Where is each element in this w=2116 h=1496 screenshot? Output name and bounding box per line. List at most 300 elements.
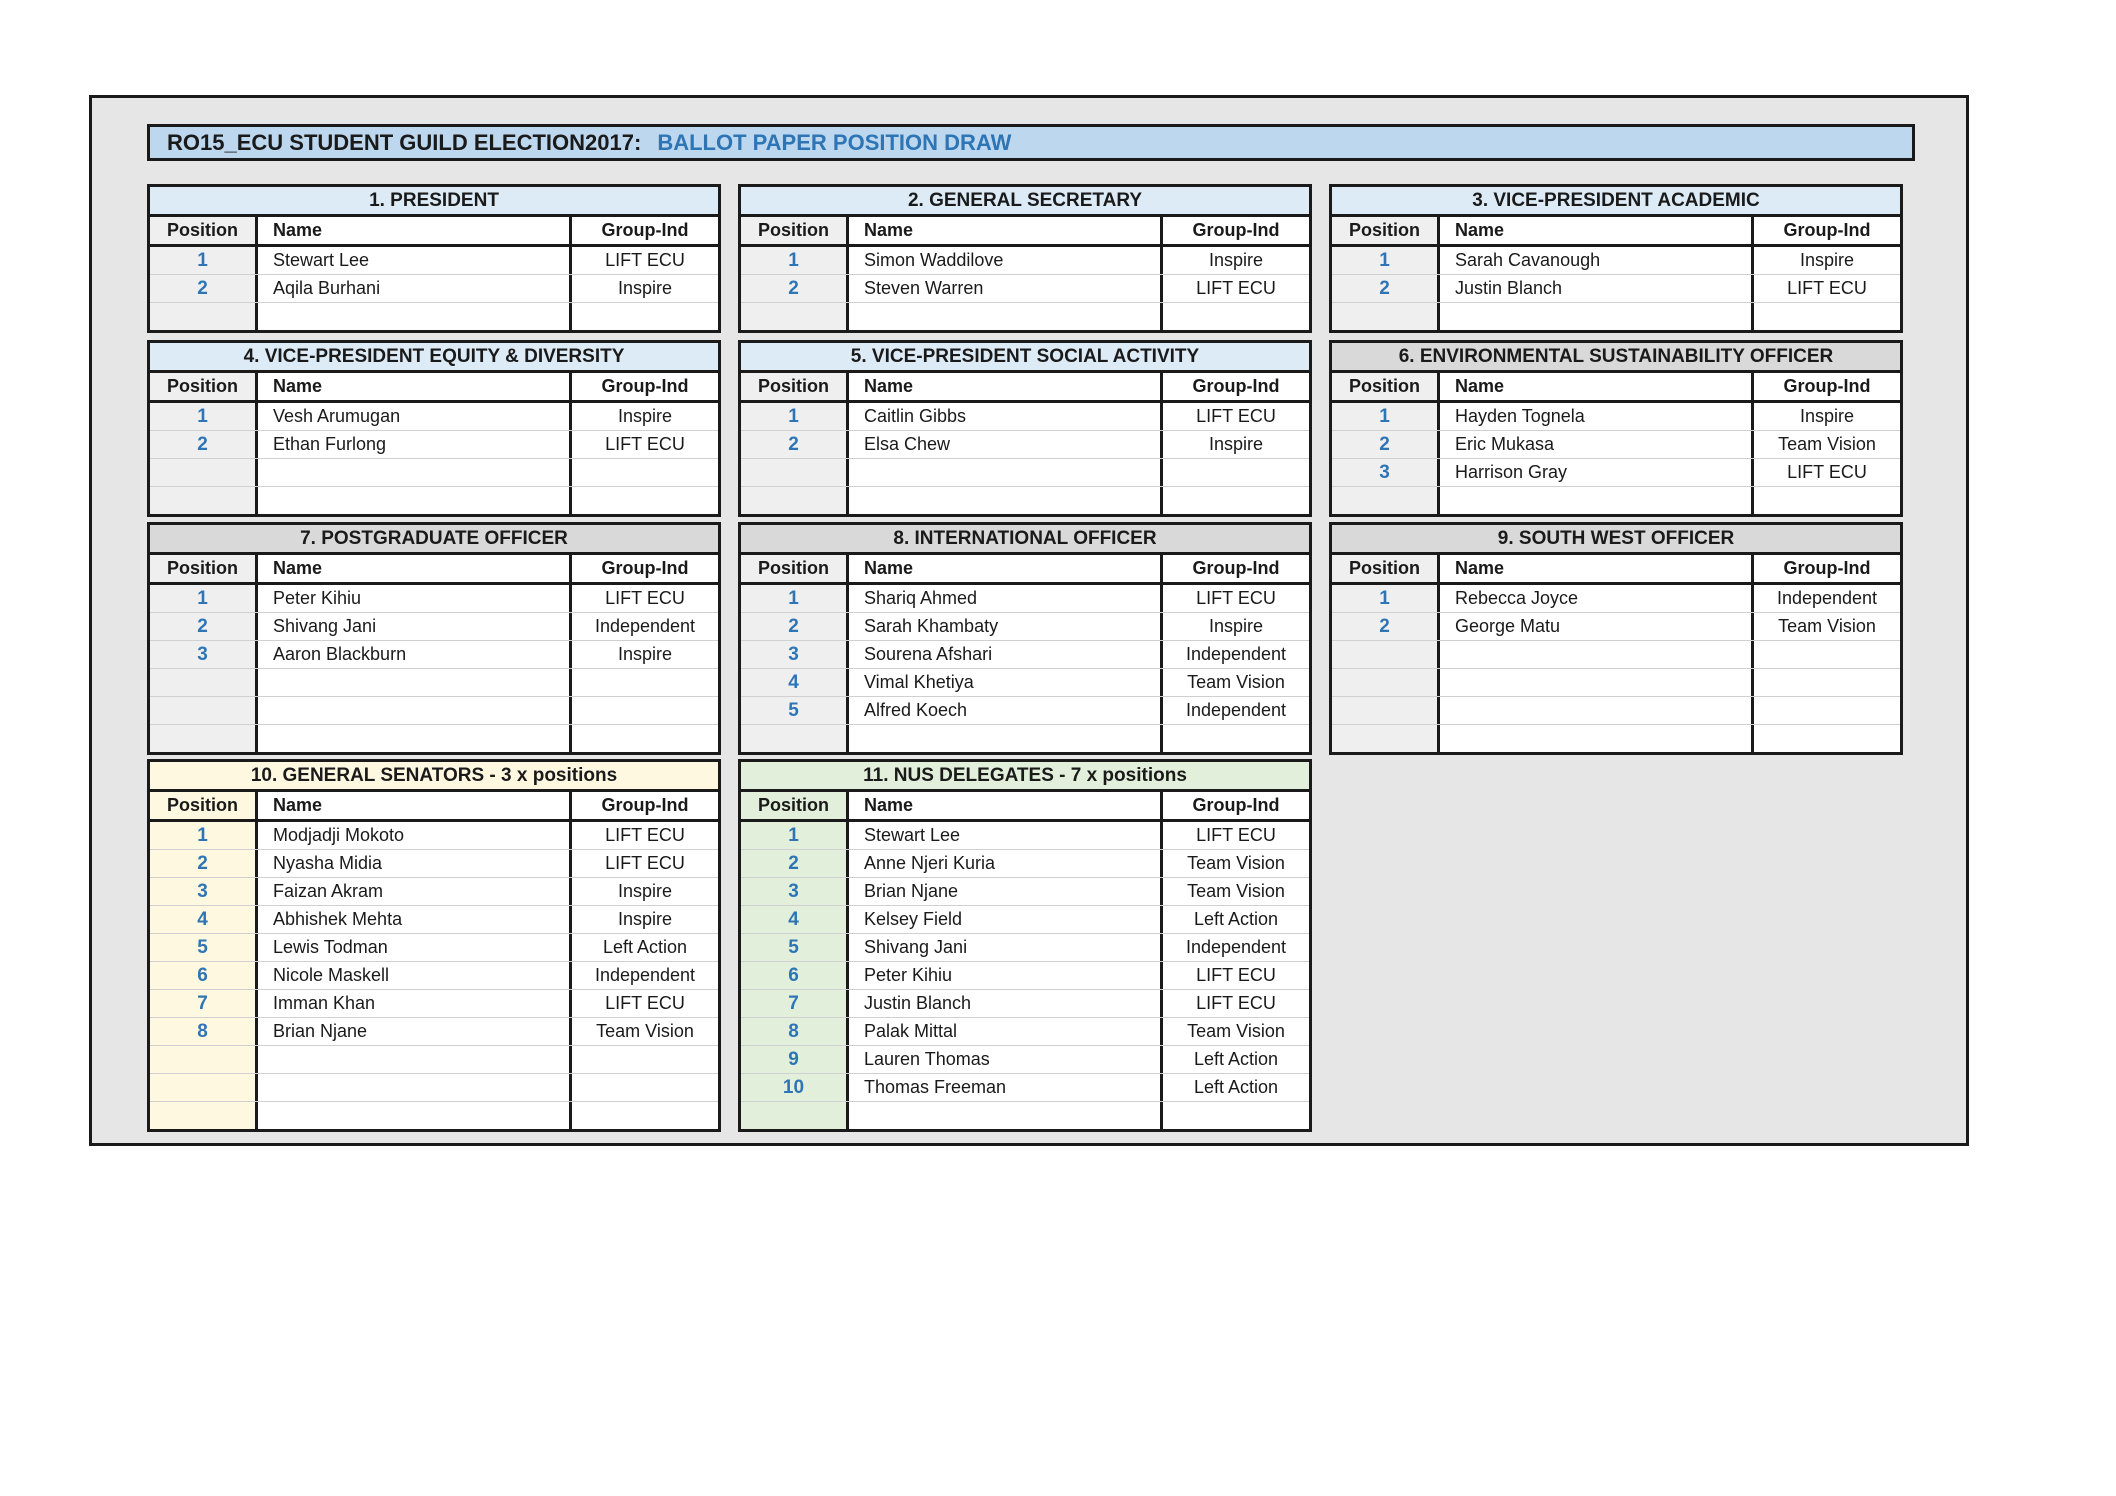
name-column-header: Name xyxy=(258,217,572,244)
name-column-header: Name xyxy=(258,373,572,400)
position-number: 2 xyxy=(1332,613,1440,640)
group-column-header: Group-Ind xyxy=(1163,373,1309,400)
candidate-name: Harrison Gray xyxy=(1440,459,1754,486)
candidate-group xyxy=(572,459,718,486)
position-number xyxy=(150,1102,258,1129)
candidate-name xyxy=(258,1102,572,1129)
candidate-row xyxy=(1332,275,1900,303)
candidate-group xyxy=(1163,1102,1309,1129)
candidate-name xyxy=(258,669,572,696)
candidate-row xyxy=(150,906,718,934)
candidate-group: Left Action xyxy=(1193,1049,1279,1069)
group-column-header: Group-Ind xyxy=(1163,555,1309,582)
column-header-row xyxy=(741,792,1309,822)
candidate-name: Palak Mittal xyxy=(849,1018,1163,1045)
candidate-name: Peter Kihiu xyxy=(849,962,1163,989)
empty-row xyxy=(1332,669,1900,697)
position-number: 1 xyxy=(741,403,849,430)
candidate-name: Eric Mukasa xyxy=(1440,431,1754,458)
group-column-header: Group-Ind xyxy=(1754,555,1900,582)
candidate-name xyxy=(1440,303,1754,330)
candidate-name: Ethan Furlong xyxy=(258,431,572,458)
candidate-group: Independent xyxy=(1776,588,1878,608)
candidate-group: LIFT ECU xyxy=(605,250,685,270)
position-number: 6 xyxy=(741,962,849,989)
position-number: 2 xyxy=(150,275,258,302)
candidate-name: Abhishek Mehta xyxy=(258,906,572,933)
candidate-group: Team Vision xyxy=(1778,434,1876,454)
position-number: 7 xyxy=(150,990,258,1017)
position-number xyxy=(741,1102,849,1129)
candidate-group: Independent xyxy=(1185,700,1287,720)
candidate-group: Inspire xyxy=(617,909,673,929)
candidate-group xyxy=(1163,725,1309,752)
candidate-row xyxy=(741,1074,1309,1102)
candidate-row xyxy=(741,275,1309,303)
position-number: 6 xyxy=(150,962,258,989)
empty-row xyxy=(741,1102,1309,1129)
candidate-name xyxy=(1440,669,1754,696)
candidate-group: LIFT ECU xyxy=(605,588,685,608)
empty-row xyxy=(150,697,718,725)
candidate-row xyxy=(741,247,1309,275)
candidate-row xyxy=(741,669,1309,697)
office-table-general-senators-3-x-positions xyxy=(147,759,721,1132)
candidate-group xyxy=(1754,725,1900,752)
position-number: 3 xyxy=(150,878,258,905)
title-ballot-draw: BALLOT PAPER POSITION DRAW xyxy=(657,129,1012,155)
candidate-group: LIFT ECU xyxy=(605,434,685,454)
candidate-name xyxy=(1440,487,1754,514)
empty-row xyxy=(150,725,718,752)
office-table-general-secretary xyxy=(738,184,1312,333)
empty-row xyxy=(150,669,718,697)
column-header-row xyxy=(150,217,718,247)
name-column-header: Name xyxy=(1440,373,1754,400)
empty-row xyxy=(741,459,1309,487)
position-number: 2 xyxy=(741,431,849,458)
empty-row xyxy=(1332,303,1900,330)
position-column-header: Position xyxy=(150,792,258,819)
position-number xyxy=(741,303,849,330)
candidate-name xyxy=(849,1102,1163,1129)
position-number xyxy=(150,459,258,486)
position-column-header: Position xyxy=(741,217,849,244)
office-table-vice-president-academic xyxy=(1329,184,1903,333)
position-number xyxy=(150,1046,258,1073)
office-table-environmental-sustainability-officer xyxy=(1329,340,1903,517)
candidate-group xyxy=(1163,303,1309,330)
candidate-group: Left Action xyxy=(602,937,688,957)
position-number xyxy=(150,725,258,752)
candidate-row xyxy=(150,1018,718,1046)
candidate-group: Inspire xyxy=(1208,616,1264,636)
candidate-group xyxy=(1754,303,1900,330)
column-header-row xyxy=(150,555,718,585)
candidate-name xyxy=(258,1046,572,1073)
candidate-group: Team Vision xyxy=(1187,881,1285,901)
candidate-group: LIFT ECU xyxy=(1196,993,1276,1013)
candidate-row xyxy=(1332,459,1900,487)
candidate-group xyxy=(1754,641,1900,668)
candidate-row xyxy=(150,962,718,990)
candidate-group: LIFT ECU xyxy=(605,825,685,845)
column-header-row xyxy=(150,373,718,403)
candidate-name: Modjadji Mokoto xyxy=(258,822,572,849)
position-number xyxy=(1332,725,1440,752)
position-column-header: Position xyxy=(741,555,849,582)
candidate-group: Inspire xyxy=(617,406,673,426)
name-column-header: Name xyxy=(258,792,572,819)
position-number: 4 xyxy=(741,906,849,933)
candidate-name: Shariq Ahmed xyxy=(849,585,1163,612)
candidate-name: Peter Kihiu xyxy=(258,585,572,612)
candidate-row xyxy=(1332,403,1900,431)
office-title: 7. POSTGRADUATE OFFICER xyxy=(150,525,718,555)
candidate-name: Brian Njane xyxy=(849,878,1163,905)
candidate-group: Left Action xyxy=(1193,1077,1279,1097)
candidate-group: Independent xyxy=(594,965,696,985)
position-number xyxy=(741,725,849,752)
office-table-vice-president-equity-diversity xyxy=(147,340,721,517)
candidate-row xyxy=(741,613,1309,641)
office-title: 10. GENERAL SENATORS - 3 x positions xyxy=(150,762,718,792)
candidate-group: Inspire xyxy=(617,881,673,901)
candidate-group: Inspire xyxy=(1208,250,1264,270)
position-number: 1 xyxy=(150,822,258,849)
office-table-international-officer xyxy=(738,522,1312,755)
position-number: 8 xyxy=(741,1018,849,1045)
name-column-header: Name xyxy=(849,373,1163,400)
position-number: 2 xyxy=(150,850,258,877)
position-number: 2 xyxy=(741,275,849,302)
candidate-row xyxy=(150,878,718,906)
candidate-name xyxy=(258,303,572,330)
candidate-group xyxy=(572,697,718,724)
candidate-row xyxy=(741,906,1309,934)
candidate-group: Independent xyxy=(1185,937,1287,957)
candidate-row xyxy=(741,585,1309,613)
candidate-name: Nyasha Midia xyxy=(258,850,572,877)
position-number: 1 xyxy=(150,403,258,430)
candidate-group: LIFT ECU xyxy=(1787,278,1867,298)
name-column-header: Name xyxy=(1440,217,1754,244)
candidate-name: Shivang Jani xyxy=(849,934,1163,961)
group-column-header: Group-Ind xyxy=(1163,792,1309,819)
candidate-row xyxy=(150,934,718,962)
position-number xyxy=(1332,487,1440,514)
candidate-row xyxy=(741,878,1309,906)
candidate-name xyxy=(849,487,1163,514)
candidate-row xyxy=(741,990,1309,1018)
candidate-name: Aaron Blackburn xyxy=(258,641,572,668)
position-number: 1 xyxy=(741,822,849,849)
position-column-header: Position xyxy=(1332,555,1440,582)
office-title: 8. INTERNATIONAL OFFICER xyxy=(741,525,1309,555)
candidate-name: Faizan Akram xyxy=(258,878,572,905)
empty-row xyxy=(741,725,1309,752)
candidate-row xyxy=(150,247,718,275)
column-header-row xyxy=(741,555,1309,585)
candidate-row xyxy=(741,1046,1309,1074)
group-column-header: Group-Ind xyxy=(572,792,718,819)
position-column-header: Position xyxy=(741,792,849,819)
candidate-name xyxy=(1440,697,1754,724)
candidate-group xyxy=(1754,669,1900,696)
name-column-header: Name xyxy=(849,792,1163,819)
position-number: 2 xyxy=(1332,431,1440,458)
candidate-group: Team Vision xyxy=(1778,616,1876,636)
candidate-name xyxy=(258,725,572,752)
candidate-group: Inspire xyxy=(1208,434,1264,454)
position-number: 2 xyxy=(741,850,849,877)
position-number xyxy=(150,1074,258,1101)
column-header-row xyxy=(150,792,718,822)
position-number xyxy=(741,487,849,514)
office-title: 1. PRESIDENT xyxy=(150,187,718,217)
position-number: 5 xyxy=(741,934,849,961)
position-number: 3 xyxy=(150,641,258,668)
candidate-group: Inspire xyxy=(617,644,673,664)
candidate-name: Kelsey Field xyxy=(849,906,1163,933)
position-number xyxy=(150,697,258,724)
candidate-name: Caitlin Gibbs xyxy=(849,403,1163,430)
candidate-name: Imman Khan xyxy=(258,990,572,1017)
name-column-header: Name xyxy=(849,217,1163,244)
candidate-name: Vesh Arumugan xyxy=(258,403,572,430)
empty-row xyxy=(150,1046,718,1074)
candidate-group xyxy=(1754,487,1900,514)
position-number: 1 xyxy=(1332,403,1440,430)
candidate-name: Hayden Tognela xyxy=(1440,403,1754,430)
candidate-row xyxy=(741,697,1309,725)
position-number: 2 xyxy=(1332,275,1440,302)
office-table-postgraduate-officer xyxy=(147,522,721,755)
group-column-header: Group-Ind xyxy=(572,373,718,400)
candidate-name xyxy=(849,459,1163,486)
position-number: 3 xyxy=(1332,459,1440,486)
empty-row xyxy=(1332,641,1900,669)
position-number: 1 xyxy=(1332,247,1440,274)
office-title: 4. VICE-PRESIDENT EQUITY & DIVERSITY xyxy=(150,343,718,373)
position-number: 4 xyxy=(150,906,258,933)
position-column-header: Position xyxy=(741,373,849,400)
candidate-name xyxy=(849,303,1163,330)
candidate-group xyxy=(1754,697,1900,724)
candidate-group xyxy=(572,1074,718,1101)
empty-row xyxy=(150,1074,718,1102)
candidate-group: Inspire xyxy=(1799,250,1855,270)
position-number: 4 xyxy=(741,669,849,696)
candidate-row xyxy=(1332,613,1900,641)
office-title: 6. ENVIRONMENTAL SUSTAINABILITY OFFICER xyxy=(1332,343,1900,373)
candidate-name: Sarah Khambaty xyxy=(849,613,1163,640)
candidate-group: Team Vision xyxy=(596,1021,694,1041)
position-column-header: Position xyxy=(150,555,258,582)
column-header-row xyxy=(1332,373,1900,403)
candidate-row xyxy=(741,403,1309,431)
group-column-header: Group-Ind xyxy=(1163,217,1309,244)
position-number: 7 xyxy=(741,990,849,1017)
empty-row xyxy=(741,487,1309,514)
candidate-name: Stewart Lee xyxy=(849,822,1163,849)
office-table-south-west-officer xyxy=(1329,522,1903,755)
title-election: RO15_ECU STUDENT GUILD ELECTION2017: xyxy=(167,129,642,155)
candidate-row xyxy=(150,990,718,1018)
candidate-row xyxy=(150,585,718,613)
position-number: 1 xyxy=(1332,585,1440,612)
candidate-name: Stewart Lee xyxy=(258,247,572,274)
empty-row xyxy=(1332,487,1900,514)
candidate-group: LIFT ECU xyxy=(1196,825,1276,845)
candidate-group xyxy=(572,1046,718,1073)
position-number: 10 xyxy=(741,1074,849,1101)
candidate-name xyxy=(258,487,572,514)
candidate-name: Thomas Freeman xyxy=(849,1074,1163,1101)
name-column-header: Name xyxy=(849,555,1163,582)
candidate-name: Alfred Koech xyxy=(849,697,1163,724)
position-number xyxy=(150,303,258,330)
candidate-name: Justin Blanch xyxy=(1440,275,1754,302)
candidate-group: Team Vision xyxy=(1187,672,1285,692)
candidate-group: Team Vision xyxy=(1187,1021,1285,1041)
position-column-header: Position xyxy=(1332,373,1440,400)
candidate-name xyxy=(849,725,1163,752)
empty-row xyxy=(150,303,718,330)
candidate-row xyxy=(150,275,718,303)
position-number: 1 xyxy=(741,247,849,274)
candidate-group: Independent xyxy=(594,616,696,636)
office-title: 11. NUS DELEGATES - 7 x positions xyxy=(741,762,1309,792)
candidate-group: Independent xyxy=(1185,644,1287,664)
candidate-row xyxy=(150,613,718,641)
group-column-header: Group-Ind xyxy=(1754,217,1900,244)
column-header-row xyxy=(741,217,1309,247)
position-column-header: Position xyxy=(150,217,258,244)
office-title: 2. GENERAL SECRETARY xyxy=(741,187,1309,217)
candidate-row xyxy=(741,431,1309,459)
candidate-group xyxy=(572,303,718,330)
name-column-header: Name xyxy=(1440,555,1754,582)
candidate-name: Lewis Todman xyxy=(258,934,572,961)
candidate-row xyxy=(1332,431,1900,459)
candidate-group: LIFT ECU xyxy=(1196,406,1276,426)
candidate-name: Sourena Afshari xyxy=(849,641,1163,668)
candidate-row xyxy=(1332,247,1900,275)
candidate-name: Justin Blanch xyxy=(849,990,1163,1017)
position-number xyxy=(150,487,258,514)
position-number xyxy=(1332,669,1440,696)
office-title: 5. VICE-PRESIDENT SOCIAL ACTIVITY xyxy=(741,343,1309,373)
candidate-row xyxy=(150,822,718,850)
candidate-name: Aqila Burhani xyxy=(258,275,572,302)
candidate-row xyxy=(150,641,718,669)
position-number xyxy=(150,669,258,696)
empty-row xyxy=(1332,697,1900,725)
candidate-group: LIFT ECU xyxy=(605,993,685,1013)
group-column-header: Group-Ind xyxy=(572,555,718,582)
column-header-row xyxy=(1332,555,1900,585)
candidate-name xyxy=(258,697,572,724)
empty-row xyxy=(150,487,718,514)
position-number: 1 xyxy=(150,247,258,274)
candidate-row xyxy=(1332,585,1900,613)
position-number: 2 xyxy=(150,613,258,640)
candidate-group: Team Vision xyxy=(1187,853,1285,873)
candidate-name: Sarah Cavanough xyxy=(1440,247,1754,274)
office-table-nus-delegates-7-x-positions xyxy=(738,759,1312,1132)
candidate-group: LIFT ECU xyxy=(1787,462,1867,482)
candidate-name xyxy=(1440,725,1754,752)
position-number: 1 xyxy=(150,585,258,612)
candidate-name: Simon Waddilove xyxy=(849,247,1163,274)
empty-row xyxy=(150,459,718,487)
position-number: 5 xyxy=(150,934,258,961)
position-column-header: Position xyxy=(150,373,258,400)
position-number: 8 xyxy=(150,1018,258,1045)
column-header-row xyxy=(1332,217,1900,247)
candidate-name xyxy=(258,459,572,486)
candidate-name: Brian Njane xyxy=(258,1018,572,1045)
position-number: 2 xyxy=(741,613,849,640)
office-table-vice-president-social-activity xyxy=(738,340,1312,517)
office-title: 9. SOUTH WEST OFFICER xyxy=(1332,525,1900,555)
group-column-header: Group-Ind xyxy=(572,217,718,244)
candidate-name: Nicole Maskell xyxy=(258,962,572,989)
candidate-group xyxy=(1163,487,1309,514)
candidate-name: Lauren Thomas xyxy=(849,1046,1163,1073)
candidate-row xyxy=(150,431,718,459)
candidate-row xyxy=(150,403,718,431)
candidate-name: Vimal Khetiya xyxy=(849,669,1163,696)
candidate-name: Rebecca Joyce xyxy=(1440,585,1754,612)
candidate-group: LIFT ECU xyxy=(605,853,685,873)
candidate-row xyxy=(741,934,1309,962)
page-title xyxy=(147,124,1915,161)
candidate-group: Left Action xyxy=(1193,909,1279,929)
group-column-header: Group-Ind xyxy=(1754,373,1900,400)
name-column-header: Name xyxy=(258,555,572,582)
candidate-row xyxy=(741,962,1309,990)
position-number xyxy=(1332,641,1440,668)
candidate-group: LIFT ECU xyxy=(1196,588,1276,608)
candidate-group: Inspire xyxy=(617,278,673,298)
candidate-group: LIFT ECU xyxy=(1196,278,1276,298)
position-number: 2 xyxy=(150,431,258,458)
office-table-president xyxy=(147,184,721,333)
empty-row xyxy=(741,303,1309,330)
candidate-name: George Matu xyxy=(1440,613,1754,640)
candidate-name: Anne Njeri Kuria xyxy=(849,850,1163,877)
candidate-row xyxy=(150,850,718,878)
candidate-group xyxy=(1163,459,1309,486)
candidate-row xyxy=(741,1018,1309,1046)
column-header-row xyxy=(741,373,1309,403)
position-number: 1 xyxy=(741,585,849,612)
candidate-group: LIFT ECU xyxy=(1196,965,1276,985)
candidate-group xyxy=(572,487,718,514)
position-number: 9 xyxy=(741,1046,849,1073)
candidate-row xyxy=(741,822,1309,850)
position-number: 3 xyxy=(741,878,849,905)
empty-row xyxy=(1332,725,1900,752)
candidate-name xyxy=(258,1074,572,1101)
position-number xyxy=(741,459,849,486)
candidate-group xyxy=(572,669,718,696)
position-column-header: Position xyxy=(1332,217,1440,244)
position-number xyxy=(1332,697,1440,724)
position-number: 3 xyxy=(741,641,849,668)
